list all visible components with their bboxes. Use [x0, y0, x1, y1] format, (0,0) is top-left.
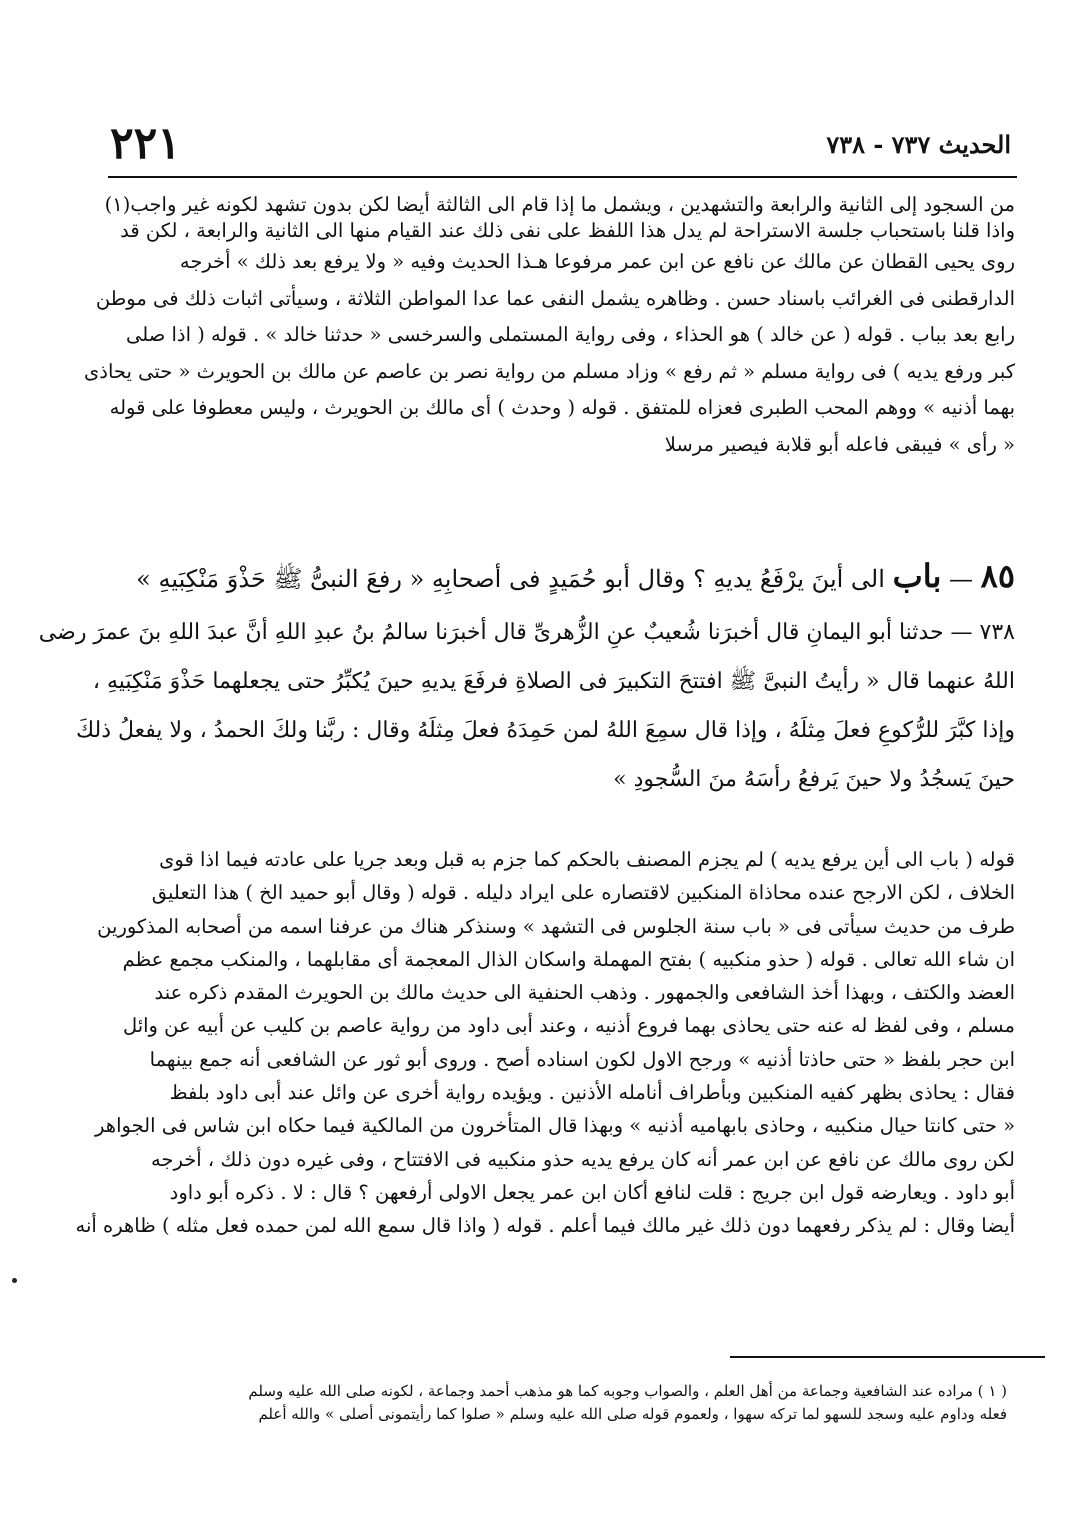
header-rule: [108, 176, 1017, 178]
text-line: العضد والكتف ، وبهذا أخذ الشافعى والجمهور . وذهب الحنفية الى حديث مالك بن الحويرث المقدم ذكره عند: [154, 981, 1015, 1005]
text-line: ابن حجر بلفظ « حتى حاذتا أذنيه » ورجح الاول لكون اسناده أصح . وروى أبو ثور عن الشافعى أنه جمع بينهما: [149, 1047, 1015, 1071]
chapter-title: الى أينَ يرْفَعُ يديهِ ؟ وقال أبو حُمَيدٍ فى أصحابِهِ « رفعَ النبىُّ ﷺ حَذْوَ مَنْكِبَيهِ »: [136, 565, 885, 593]
text-line: الدارقطنى فى الغرائب باسناد حسن . وظاهره يشمل النفى عما عدا المواطن الثلاثة ، وسيأتى اثبات ذلك فى موطن: [95, 286, 1015, 310]
text-line: « رأى » فيبقى فاعله أبو قلابة فيصير مرسلا: [664, 432, 1015, 456]
hadith-line: وإذا كبَّرَ للرُّكوعِ فعلَ مِثلَهُ ، وإذا قال سمِعَ اللهُ لمن حَمِدَهُ فعلَ مِثلَهُ وقال : ربَّنا ولكَ الحمدُ ، ولا يفعلُ ذلكَ: [75, 718, 1015, 743]
commentary-top: [84, 192, 1015, 463]
text-line: رابع بعد بباب . قوله ( عن خالد ) هو الحذاء ، وفى رواية المستملى والسرخسى « حدثنا خالد » . قوله ( اذا صلى: [126, 323, 1015, 346]
text-line: ان شاء الله تعالى . قوله ( حذو منكبيه ) بفتح المهملة واسكان الذال المعجمة أى مقابلهما ، والمنكب مجمع عظم: [122, 947, 1015, 971]
footnote-line: ( ١ ) مراده عند الشافعية وجماعة من أهل العلم ، والصواب وجوبه كما هو مذهب أحمد وجماعة ، لكونه صلى الله عليه وسلم: [248, 1382, 1007, 1400]
chapter-number: ٨٥: [980, 557, 1015, 595]
margin-mark: [12, 1278, 17, 1283]
footnote-rule: [730, 1356, 1045, 1358]
running-head: الحديث ٧٣٧ - ٧٣٨: [826, 130, 1011, 159]
text-line: كبر ورفع يديه ) فى رواية مسلم « ثم رفع » وزاد مسلم من رواية نصر بن عاصم عن مالك بن الحويرث « حتى يحاذى: [84, 359, 1015, 383]
page-number: ٢٢١: [110, 118, 181, 169]
text-line: فقال : يحاذى بظهر كفيه المنكبين وبأطراف أنامله الأذنين . ويؤيده رواية أخرى عن وائل عند أبى داود بلفظ: [169, 1081, 1015, 1105]
commentary-main: [75, 843, 1015, 1243]
page-header: [110, 118, 1011, 178]
footnotes: [112, 1380, 1007, 1426]
text-line: من السجود إلى الثانية والرابعة والتشهدين ، ويشمل ما إذا قام الى الثالثة أيضا لكن بدون تشهد لكونه غير واجب(١): [104, 193, 1015, 216]
text-line: « حتى كانتا حيال منكبيه ، وحاذى بابهاميه أذنيه » وبهذا قال المتأخرون من المالكية فيما حكاه ابن شاس فى الجواهر: [95, 1114, 1015, 1138]
text-line: أيضا وقال : لم يذكر رفعهما دون ذلك غير مالك فيما أعلم . قوله ( واذا قال سمع الله لمن حمده فعل مثله ) ظاهره أنه: [75, 1214, 1015, 1238]
text-line: قوله ( باب الى أين يرفع يديه ) لم يجزم المصنف بالحكم كما جزم به قبل وبعد جريا على عادته فيما اذا قوى: [159, 848, 1015, 871]
text-line: الخلاف ، لكن الارجح عنده محاذاة المنكبين لاقتصاره على ايراد دليله . قوله ( وقال أبو حميد الخ ) هذا التعليق: [151, 881, 1015, 905]
hadith-line: حينَ يَسجُدُ ولا حينَ يَرفعُ رأسَهُ منَ السُّجودِ »: [613, 767, 1015, 792]
text-line: طرف من حديث سيأتى فى « باب سنة الجلوس فى التشهد » وسنذكر هناك من عرفنا اسمه من أصحابه المذكورين: [97, 914, 1015, 938]
hadith-line: ٧٣٨ — حدثنا أبو اليمانِ قال أخبرَنا شُعيبٌ عنِ الزُّهرىِّ قال أخبرَنا سالمُ بنُ عبدِ اللهِ أنَّ عبدَ اللهِ بنَ عمرَ رضى: [38, 620, 1015, 645]
text-line: روى يحيى القطان عن مالك عن نافع عن ابن عمر مرفوعا هـذا الحديث وفيه « ولا يرفع بعد ذلك » أخرجه: [179, 250, 1015, 273]
text-line: بهما أذنيه » ووهم المحب الطبرى فعزاه للمتفق . قوله ( وحدث ) أى مالك بن الحويرث ، وليس معطوفا على قوله: [109, 396, 1015, 419]
text-line: واذا قلنا باستحباب جلسة الاستراحة لم يدل هذا اللفظ على نفى ذلك عند القيام منها الى الثانية والرابعة ، لكن قد: [120, 219, 1015, 242]
chapter-keyword: باب: [892, 557, 942, 595]
footnote-line: فعله وداوم عليه وسجد للسهو لما تركه سهوا ، ولعموم قوله صلى الله عليه وسلم « صلوا كما رأيتمونى أصلى » والله أعلم: [258, 1405, 1007, 1423]
chapter-heading: [110, 548, 1015, 604]
text-line: مسلم ، وفى لفظ له عنه حتى يحاذى بهما فروع أذنيه ، وعند أبى داود من رواية عاصم بن كليب عن أبيه عن وائل: [122, 1014, 1015, 1038]
hadith-text: [38, 608, 1015, 804]
text-line: أبو داود . ويعارضه قول ابن جريج : قلت لنافع أكان ابن عمر يجعل الاولى أرفعهن ؟ قال : لا . ذكره أبو داود: [169, 1180, 1015, 1204]
chapter-dash: —: [941, 565, 973, 593]
text-line: لكن روى مالك عن نافع عن ابن عمر أنه كان يرفع يديه حذو منكبيه فى الافتتاح ، وفى غيره دون ذلك ، أخرجه: [150, 1147, 1015, 1171]
hadith-line: اللهُ عنهما قال « رأيتُ النبىَّ ﷺ افتتحَ التكبيرَ فى الصلاةِ فرفَعَ يديهِ حينَ يُكبِّرُ حتى يجعلهما حَذْوَ مَنْكِبَيهِ ،: [92, 669, 1015, 694]
